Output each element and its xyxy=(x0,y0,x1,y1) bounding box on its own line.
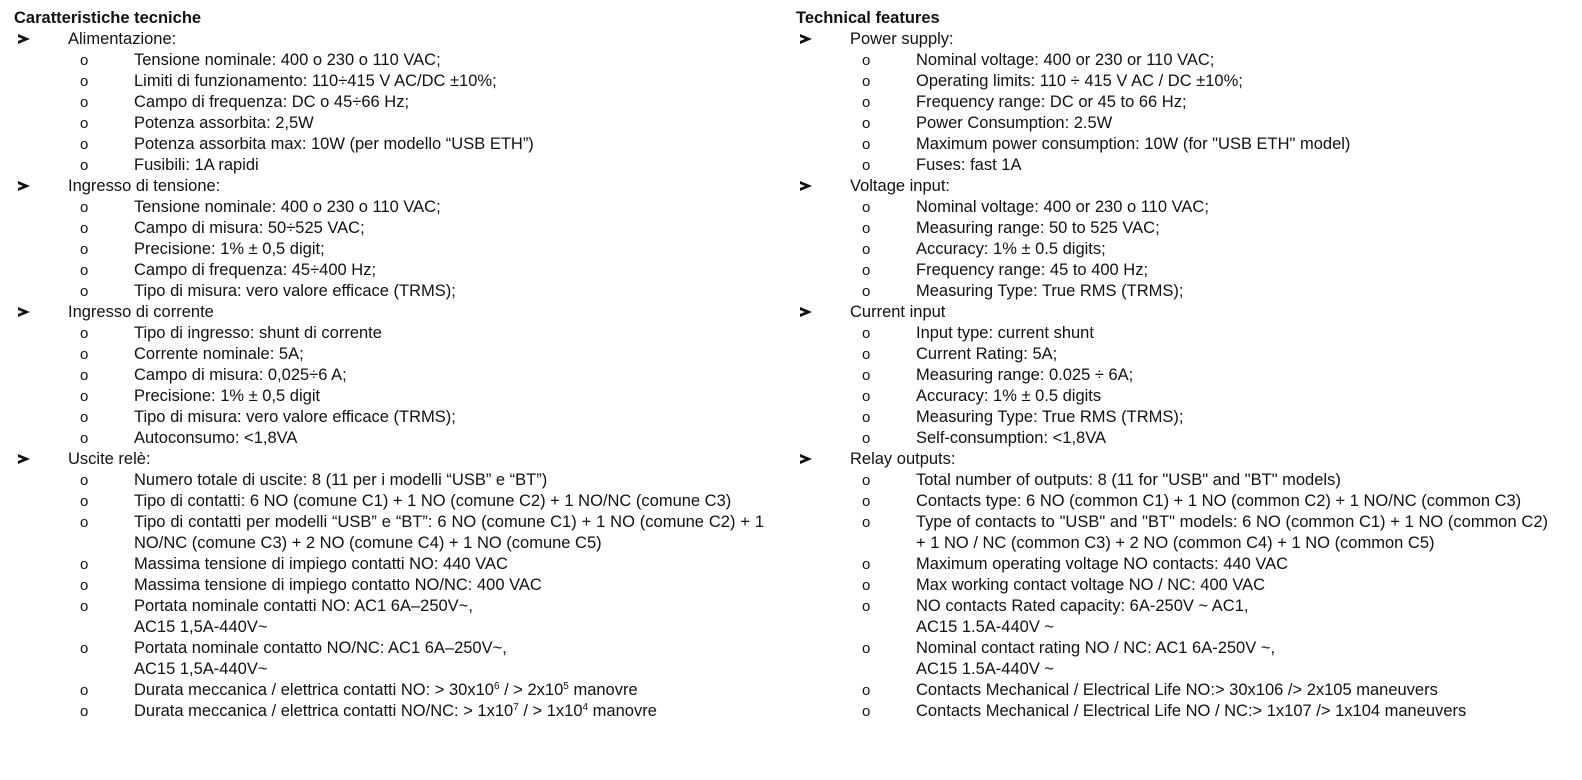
circle-bullet-icon: o xyxy=(862,94,871,111)
list-item: o Tipo di contatti: 6 NO (comune C1) + 1 NO (comune C2) + 1 NO/NC (comune C3) xyxy=(80,492,732,510)
list-item: o Limiti di funzionamento: 110÷415 V AC/DC ±10%; xyxy=(80,72,497,90)
arrow-bullet-icon xyxy=(799,302,813,323)
list-item-continuation: AC15 1,5A-440V~ xyxy=(134,618,268,636)
arrow-bullet-icon xyxy=(17,29,31,50)
list-item: o NO contacts Rated capacity: 6A-250V ~ AC1, xyxy=(862,597,1249,615)
italian-column xyxy=(14,8,764,722)
list-item: o Measuring Type: True RMS (TRMS); xyxy=(862,408,1184,426)
circle-bullet-icon: o xyxy=(862,556,871,573)
circle-bullet-icon: o xyxy=(80,409,89,426)
list-item: o Current Rating: 5A; xyxy=(862,345,1058,363)
life-nonc-text: Durata meccanica / elettrica contatti NO/NC: > $1x10^7$ / > $1x10^4$ manovre xyxy=(134,702,657,720)
list-item: o Nominal contact rating NO / NC: AC1 6A-250V ~, xyxy=(862,639,1276,657)
section-heading: Uscite relè: xyxy=(14,449,764,470)
circle-bullet-icon: o xyxy=(80,472,89,489)
list-item: o Numero totale di uscite: 8 (11 per i modelli “USB” e “BT”) xyxy=(80,471,548,489)
list-item: o Measuring Type: True RMS (TRMS); xyxy=(862,282,1184,300)
list-item: o Precisione: 1% ± 0,5 digit; xyxy=(80,240,325,258)
circle-bullet-icon: o xyxy=(80,283,89,300)
section-heading: Voltage input: xyxy=(796,176,1548,197)
section-uscite-rele xyxy=(14,449,764,722)
list-item: o Tipo di contatti per modelli “USB” e “BT”: 6 NO (comune C1) + 1 NO (comune C2) + 1 NO/NC (comune C3) + 2 NO (comune C4) + 1 NO (comune C5) xyxy=(80,513,764,552)
circle-bullet-icon: o xyxy=(862,262,871,279)
circle-bullet-icon: o xyxy=(80,493,89,510)
circle-bullet-icon: o xyxy=(80,346,89,363)
section-heading: Power supply: xyxy=(796,29,1548,50)
section-heading: Relay outputs: xyxy=(796,449,1548,470)
circle-bullet-icon: o xyxy=(862,388,871,405)
arrow-bullet-icon xyxy=(17,302,31,323)
circle-bullet-icon: o xyxy=(80,703,89,720)
list-item: o Maximum power consumption: 10W (for "USB ETH" model) xyxy=(862,135,1351,153)
list-item: o Type of contacts to "USB" and "BT" models: 6 NO (common C1) + 1 NO (common C2) + 1 NO / NC (common C3) + 2 NO (common C4) + 1 NO (common C5) xyxy=(862,513,1548,552)
list-item: o Operating limits: 110 ÷ 415 V AC / DC ±10%; xyxy=(862,72,1243,90)
list-item: o Max working contact voltage NO / NC: 400 VAC xyxy=(862,576,1266,594)
list-item: o Autoconsumo: <1,8VA xyxy=(80,429,298,447)
circle-bullet-icon: o xyxy=(862,220,871,237)
circle-bullet-icon: o xyxy=(862,73,871,90)
list-item: o Massima tensione di impiego contatto NO/NC: 400 VAC xyxy=(80,576,542,594)
list-item: o Tipo di misura: vero valore efficace (TRMS); xyxy=(80,282,456,300)
section-ingresso-corrente xyxy=(14,302,764,449)
list-item: o Nominal voltage: 400 or 230 o 110 VAC; xyxy=(862,198,1209,216)
circle-bullet-icon: o xyxy=(80,115,89,132)
list-item: o Portata nominale contatto NO/NC: AC1 6A–250V~, xyxy=(80,639,507,657)
section-relay-outputs xyxy=(796,449,1548,722)
circle-bullet-icon: o xyxy=(862,598,871,615)
list-item: o Precisione: 1% ± 0,5 digit xyxy=(80,387,321,405)
circle-bullet-icon: o xyxy=(862,640,871,657)
circle-bullet-icon: o xyxy=(862,493,871,510)
list-item: o Self-consumption: <1,8VA xyxy=(862,429,1107,447)
list-item: o Contacts type: 6 NO (common C1) + 1 NO (common C2) + 1 NO/NC (common C3) xyxy=(862,492,1522,510)
arrow-bullet-icon xyxy=(17,176,31,197)
circle-bullet-icon: o xyxy=(862,577,871,594)
circle-bullet-icon: o xyxy=(80,157,89,174)
list-item: o Tipo di misura: vero valore efficace (TRMS); xyxy=(80,408,456,426)
list-item: o Power Consumption: 2.5W xyxy=(862,114,1113,132)
list-item-continuation: AC15 1.5A-440V ~ xyxy=(916,660,1055,678)
circle-bullet-icon: o xyxy=(862,136,871,153)
circle-bullet-icon: o xyxy=(862,115,871,132)
arrow-bullet-icon xyxy=(799,29,813,50)
list-item: o Contacts Mechanical / Electrical Life NO:> 30x106 /> 2x105 maneuvers xyxy=(862,681,1438,699)
list-item: o Nominal voltage: 400 or 230 or 110 VAC; xyxy=(862,51,1215,69)
list-item: o Potenza assorbita: 2,5W xyxy=(80,114,314,132)
circle-bullet-icon: o xyxy=(80,556,89,573)
list-item xyxy=(14,701,764,722)
circle-bullet-icon: o xyxy=(80,640,89,657)
circle-bullet-icon: o xyxy=(862,52,871,69)
circle-bullet-icon: o xyxy=(80,241,89,258)
list-item: o Accuracy: 1% ± 0.5 digits; xyxy=(862,240,1106,258)
circle-bullet-icon: o xyxy=(80,367,89,384)
circle-bullet-icon: o xyxy=(862,199,871,216)
life-no-text: Durata meccanica / elettrica contatti NO: > $30x10^6$ / > $2x10^5$ manovre xyxy=(134,681,638,699)
section-current-input xyxy=(796,302,1548,449)
circle-bullet-icon: o xyxy=(862,367,871,384)
circle-bullet-icon: o xyxy=(862,157,871,174)
list-item: o Contacts Mechanical / Electrical Life NO / NC:> 1x107 /> 1x104 maneuvers xyxy=(862,702,1467,720)
list-item: o Campo di frequenza: DC o 45÷66 Hz; xyxy=(80,93,410,111)
circle-bullet-icon: o xyxy=(80,262,89,279)
list-item: o Tipo di ingresso: shunt di corrente xyxy=(80,324,382,342)
list-item: o Massima tensione di impiego contatti NO: 440 VAC xyxy=(80,555,508,573)
list-item: o Campo di frequenza: 45÷400 Hz; xyxy=(80,261,377,279)
circle-bullet-icon: o xyxy=(862,325,871,342)
list-item-continuation: AC15 1.5A-440V ~ xyxy=(916,618,1055,636)
section-power-supply xyxy=(796,29,1548,176)
list-item: o Frequency range: 45 to 400 Hz; xyxy=(862,261,1149,279)
circle-bullet-icon: o xyxy=(80,52,89,69)
circle-bullet-icon: o xyxy=(80,577,89,594)
circle-bullet-icon: o xyxy=(862,514,871,531)
arrow-bullet-icon xyxy=(17,449,31,470)
list-item: o Total number of outputs: 8 (11 for "USB" and "BT" models) xyxy=(862,471,1341,489)
circle-bullet-icon: o xyxy=(862,241,871,258)
section-alimentazione xyxy=(14,29,764,176)
circle-bullet-icon: o xyxy=(80,598,89,615)
list-item: o Potenza assorbita max: 10W (per modello “USB ETH”) xyxy=(80,135,534,153)
list-item: o Tensione nominale: 400 o 230 o 110 VAC; xyxy=(80,51,441,69)
circle-bullet-icon: o xyxy=(862,472,871,489)
list-item: o Fusibili: 1A rapidi xyxy=(80,156,259,174)
list-item: o Measuring range: 50 to 525 VAC; xyxy=(862,219,1160,237)
circle-bullet-icon: o xyxy=(862,430,871,447)
circle-bullet-icon: o xyxy=(80,199,89,216)
section-heading: Ingresso di corrente xyxy=(14,302,764,323)
section-heading: Current input xyxy=(796,302,1548,323)
italian-title: Caratteristiche tecniche xyxy=(14,9,202,27)
list-item: o Campo di misura: 0,025÷6 A; xyxy=(80,366,347,384)
section-voltage-input xyxy=(796,176,1548,302)
circle-bullet-icon: o xyxy=(80,136,89,153)
list-item: o Tensione nominale: 400 o 230 o 110 VAC; xyxy=(80,198,441,216)
circle-bullet-icon: o xyxy=(862,703,871,720)
circle-bullet-icon: o xyxy=(80,73,89,90)
list-item-continuation: AC15 1,5A-440V~ xyxy=(134,660,268,678)
list-item: o Accuracy: 1% ± 0.5 digits xyxy=(862,387,1102,405)
list-item: o Fuses: fast 1A xyxy=(862,156,1022,174)
section-heading: Ingresso di tensione: xyxy=(14,176,764,197)
list-item: o Measuring range: 0.025 ÷ 6A; xyxy=(862,366,1134,384)
circle-bullet-icon: o xyxy=(80,514,89,531)
circle-bullet-icon: o xyxy=(862,682,871,699)
circle-bullet-icon: o xyxy=(80,220,89,237)
circle-bullet-icon: o xyxy=(862,346,871,363)
circle-bullet-icon: o xyxy=(80,682,89,699)
english-title: Technical features xyxy=(796,9,940,27)
section-ingresso-tensione xyxy=(14,176,764,302)
list-item: o Corrente nominale: 5A; xyxy=(80,345,304,363)
circle-bullet-icon: o xyxy=(80,430,89,447)
section-heading: Alimentazione: xyxy=(14,29,764,50)
list-item: o Maximum operating voltage NO contacts: 440 VAC xyxy=(862,555,1289,573)
list-item xyxy=(14,680,764,701)
circle-bullet-icon: o xyxy=(80,388,89,405)
circle-bullet-icon: o xyxy=(862,283,871,300)
circle-bullet-icon: o xyxy=(80,325,89,342)
list-item: o Campo di misura: 50÷525 VAC; xyxy=(80,219,365,237)
list-item: o Frequency range: DC or 45 to 66 Hz; xyxy=(862,93,1187,111)
list-item: o Portata nominale contatti NO: AC1 6A–250V~, xyxy=(80,597,473,615)
english-column xyxy=(796,8,1548,722)
circle-bullet-icon: o xyxy=(862,409,871,426)
list-item: o Input type: current shunt xyxy=(862,324,1094,342)
circle-bullet-icon: o xyxy=(80,94,89,111)
arrow-bullet-icon xyxy=(799,176,813,197)
arrow-bullet-icon xyxy=(799,449,813,470)
